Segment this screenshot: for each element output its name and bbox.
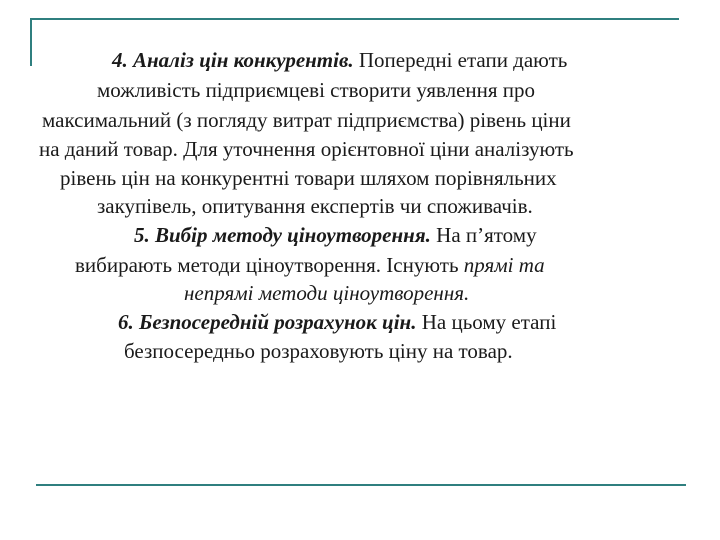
frame-left-rule — [30, 18, 32, 66]
paragraph4-line1 — [112, 48, 567, 72]
frame-bottom-rule — [36, 484, 686, 486]
paragraph5-line3: непрямі методи ціноутворення. — [184, 281, 470, 305]
paragraph4-line3: максимальний (з погляду витрат підприємства) рівень ціни — [42, 108, 571, 132]
paragraph4-text-1: Попередні етапи дають — [353, 48, 568, 72]
paragraph4-line5: рівень цін на конкурентні товари шляхом порівняльних — [60, 166, 557, 190]
paragraph6-line2: безпосередньо розраховують ціну на товар. — [124, 339, 513, 363]
paragraph5-line1 — [134, 223, 537, 247]
frame-top-rule — [30, 18, 679, 20]
paragraph6-heading: 6. Безпосередній розрахунок цін. — [118, 310, 417, 334]
paragraph5-text-2: вибирають методи ціноутворення. Існують — [75, 253, 464, 277]
paragraph5-italic-2: прямі та — [463, 253, 545, 277]
paragraph5-heading: 5. Вибір методу ціноутворення. — [134, 223, 431, 247]
paragraph4-line6: закупівель, опитування експертів чи споживачів. — [97, 194, 533, 218]
paragraph4-heading: 4. Аналіз цін конкурентів. — [112, 48, 354, 72]
paragraph5-text-1: На п’ятому — [430, 223, 537, 247]
paragraph6-text-1: На цьому етапі — [416, 310, 557, 334]
paragraph4-line2: можливість підприємцеві створити уявлення про — [97, 78, 536, 102]
paragraph6-line1 — [118, 310, 556, 334]
paragraph5-line2 — [75, 253, 545, 277]
paragraph4-line4: на даний товар. Для уточнення орієнтовної ціни аналізують — [39, 137, 574, 161]
